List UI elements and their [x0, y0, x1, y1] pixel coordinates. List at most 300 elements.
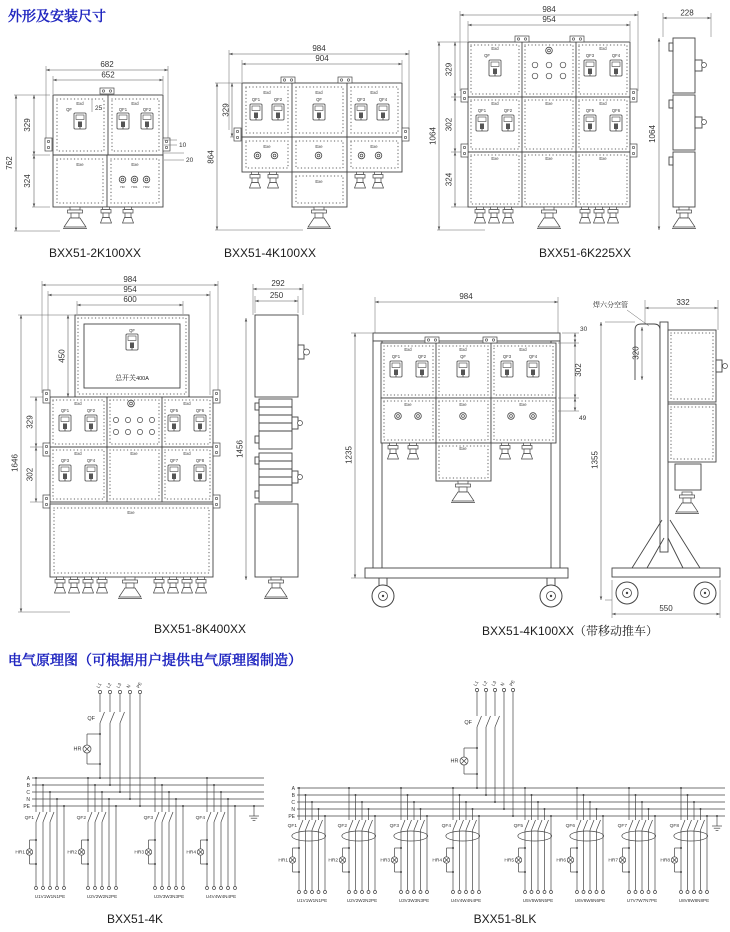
dim-label: 1064 [648, 125, 657, 143]
input-terminal-icon [511, 688, 514, 691]
incoming-breaker-label: QF [464, 720, 472, 726]
branch-breaker-label: QF4 [195, 816, 205, 821]
input-terminal-label: L1 [472, 680, 480, 687]
cable-gland-icon [196, 577, 207, 593]
terminal-group-label: U8V8W8N8PE [678, 898, 710, 903]
input-terminal-icon [493, 688, 496, 691]
cable-gland-icon [154, 577, 165, 593]
breaker-icon [141, 113, 153, 129]
output-terminal-icon [234, 887, 237, 890]
branch-circuit [660, 787, 709, 903]
bus-label: C [26, 789, 30, 796]
compartment-label: Exd [315, 90, 323, 95]
dim-label: 984 [312, 44, 326, 53]
schematic-bxx51-8lk [278, 678, 730, 910]
indicator-lamp-icon [131, 176, 138, 183]
branch-breaker-label: QF6 [565, 824, 575, 829]
breaker-icon [584, 60, 596, 76]
breaker-icon [250, 104, 262, 120]
output-terminal-icon [641, 891, 644, 894]
terminal-group-label: U5V5W5N5PE [522, 898, 554, 903]
output-terminal-icon [693, 891, 696, 894]
breaker-icon [457, 361, 469, 377]
output-terminal-icon [42, 887, 45, 890]
dim-label: 30 [580, 326, 588, 333]
output-terminal-icon [161, 887, 164, 890]
rcd-oval-icon [622, 831, 656, 841]
mount-bracket-icon [100, 88, 114, 94]
output-terminal-icon [49, 887, 52, 890]
drawing-bxx51-6k225xx [425, 5, 730, 251]
breaker-label: QF2 [273, 97, 283, 102]
output-terminal-icon [634, 891, 637, 894]
cable-gland-icon [101, 207, 112, 223]
output-terminal-icon [458, 891, 461, 894]
breaker-icon [377, 104, 389, 120]
output-terminal-icon [589, 891, 592, 894]
breaker-label: QF6 [195, 408, 205, 413]
terminal-group-label: U1V1W1N1PE [34, 894, 66, 899]
branch-lamp-label: HR3 [134, 850, 144, 856]
dim-label: 984 [123, 275, 137, 284]
schematic-bxx51-4k [12, 672, 282, 910]
dim-label: 329 [23, 118, 32, 132]
cable-gland-icon [182, 577, 193, 593]
cable-gland-icon [118, 577, 142, 599]
breaker-label: QF1 [60, 408, 70, 413]
breaker-label: QF2 [417, 354, 427, 359]
wheel-icon [616, 582, 638, 604]
drawing-bxx51-4k100xx-trolley [335, 280, 730, 628]
output-terminal-icon [324, 891, 327, 894]
terminal-group-label: U3V3W3N3PE [153, 894, 185, 899]
branch-circuit [556, 787, 605, 903]
input-terminal-icon [475, 688, 478, 691]
mount-bracket-icon [213, 390, 220, 403]
breaker-icon [610, 115, 622, 131]
indicator-lamp-icon [271, 152, 278, 159]
dim-label: 49 [579, 415, 587, 422]
breaker-label: QF1 [251, 97, 261, 102]
breaker-label: QF [66, 107, 72, 112]
cable-gland-icon [451, 481, 475, 503]
input-terminal-label: L3 [115, 682, 123, 689]
breaker-label: QF2 [503, 108, 513, 113]
compartment-label: Exe [545, 156, 553, 161]
output-terminal-icon [115, 887, 118, 890]
branch-lamp-label: HR5 [504, 858, 514, 864]
breaker-icon [390, 361, 402, 377]
compartment-label: Exe [404, 402, 412, 407]
drawing-caption: BXX51-6K225XX [538, 246, 632, 260]
branch-lamp-label: HR4 [186, 850, 196, 856]
output-terminal-icon [348, 891, 351, 894]
input-terminal-icon [98, 690, 101, 693]
output-terminal-icon [206, 887, 209, 890]
wheel-icon [372, 585, 394, 607]
breaker-icon [610, 60, 622, 76]
branch-lamp-label: HR7 [608, 858, 618, 864]
dim-label: 1355 [590, 451, 600, 469]
mount-bracket-icon [515, 36, 529, 42]
breaker-icon [272, 104, 284, 120]
cable-gland-icon [123, 207, 134, 223]
output-terminal-icon [550, 891, 553, 894]
compartment-label: Exe [76, 162, 84, 167]
breaker-icon [501, 361, 513, 377]
breaker-icon [194, 465, 206, 481]
indicator-lamp-icon [415, 413, 422, 420]
dim-label: 10 [179, 142, 187, 149]
breaker-label: QF3 [356, 97, 366, 102]
output-terminal-icon [154, 887, 157, 890]
branch-breaker-label: QF4 [441, 824, 451, 829]
cable-gland-icon [522, 443, 533, 459]
branch-circuit [328, 787, 377, 903]
mount-bracket-icon [213, 495, 220, 508]
breaker-label: QF1 [391, 354, 401, 359]
breaker-label: QF [460, 354, 466, 359]
dim-label: 228 [680, 8, 694, 18]
lamp-label: HR2 [143, 185, 150, 189]
output-terminal-icon [602, 891, 605, 894]
breaker-icon [59, 465, 71, 481]
input-terminal-icon [138, 690, 141, 693]
output-terminal-icon [304, 891, 307, 894]
output-terminal-icon [94, 887, 97, 890]
dim-label: 302 [25, 467, 35, 482]
breaker-label: QF [316, 97, 322, 102]
dim-label: 762 [5, 156, 14, 170]
breaker-icon [168, 465, 180, 481]
cable-gland-icon [408, 443, 419, 459]
breaker-icon [194, 415, 206, 431]
terminal-group-label: U2V2W2N2PE [346, 898, 378, 903]
branch-lamp-label: HR4 [432, 858, 442, 864]
compartment-label: Exd [183, 401, 191, 406]
breaker-label: QF3 [585, 53, 595, 58]
compartment-label: Exe [127, 510, 135, 515]
breaker-label: QF1 [477, 108, 487, 113]
output-terminal-icon [628, 891, 631, 894]
output-terminal-icon [530, 891, 533, 894]
output-terminal-icon [213, 887, 216, 890]
compartment-label: Exe [459, 446, 467, 451]
indicator-lamp-icon [254, 152, 261, 159]
branch-breaker-label: QF2 [76, 816, 86, 821]
branch-breaker-label: QF3 [143, 816, 153, 821]
cable-gland-icon [537, 207, 561, 229]
branch-circuit [134, 777, 184, 899]
breaker-icon [355, 104, 367, 120]
bus-label: C [291, 799, 295, 806]
incoming-breaker-label: QF [87, 716, 95, 722]
mount-bracket-icon [483, 337, 497, 343]
cable-gland-icon [168, 577, 179, 593]
indicator-lamp-icon [358, 152, 365, 159]
branch-breaker-label: QF1 [24, 816, 34, 821]
output-terminal-icon [354, 891, 357, 894]
breaker-icon [85, 415, 97, 431]
indicator-lamp-icon [460, 413, 467, 420]
branch-breaker-label: QF1 [287, 824, 297, 829]
cable-gland-icon [268, 172, 279, 188]
breaker-icon [59, 415, 71, 431]
compartment-label: Exe [315, 179, 323, 184]
indicator-lamp-icon [315, 152, 322, 159]
output-terminal-icon [478, 891, 481, 894]
output-terminal-icon [699, 891, 702, 894]
breaker-label: QF4 [378, 97, 388, 102]
output-terminal-icon [680, 891, 683, 894]
mount-bracket-icon [402, 128, 409, 141]
breaker-label: QF4 [86, 458, 96, 463]
dim-label: 250 [269, 291, 284, 300]
output-terminal-icon [406, 891, 409, 894]
cable-gland-icon [83, 577, 94, 593]
drawing-caption: BXX51-2K100XX [48, 246, 142, 260]
branch-lamp-label: HR6 [556, 858, 566, 864]
branch-circuit [608, 787, 657, 903]
mount-bracket-icon [630, 144, 637, 157]
output-terminal-icon [374, 891, 377, 894]
compartment-label: Exd [404, 347, 412, 352]
branch-breaker-label: QF5 [513, 824, 523, 829]
dim-label: 329 [25, 415, 35, 429]
breaker-icon [416, 361, 428, 377]
compartment-label: Exd [263, 90, 271, 95]
indicator-lamp-icon [395, 413, 402, 420]
output-terminal-icon [108, 887, 111, 890]
output-terminal-icon [63, 887, 66, 890]
dim-label: 324 [23, 174, 32, 188]
compartment-label: Exe [545, 101, 553, 106]
output-terminal-icon [367, 891, 370, 894]
branch-lamp-label: HR2 [67, 850, 77, 856]
breaker-icon [584, 115, 596, 131]
compartment-label: Exd [459, 347, 467, 352]
dim-label: 332 [676, 298, 690, 307]
branch-circuit [380, 787, 429, 903]
rcd-oval-icon [674, 831, 708, 841]
input-terminal-icon [118, 690, 121, 693]
welded-pipe-note: 焊六分空管 [593, 302, 628, 309]
branch-circuit [432, 787, 481, 903]
output-terminal-icon [35, 887, 38, 890]
mount-bracket-icon [234, 128, 241, 141]
breaker-label: QF3 [502, 354, 512, 359]
wheel-icon [540, 585, 562, 607]
output-terminal-icon [576, 891, 579, 894]
main-switch-label: 总开关400A [115, 375, 149, 382]
dim-label: 25 [95, 105, 103, 112]
branch-circuit [278, 787, 327, 903]
schematic-caption: BXX51-4K [106, 912, 164, 926]
cable-gland-icon [672, 207, 696, 229]
compartment-label: Exe [315, 144, 323, 149]
branch-lamp-label: HR2 [328, 858, 338, 864]
breaker-label: QF2 [86, 408, 96, 413]
bus-label: PE [23, 803, 30, 810]
output-terminal-icon [471, 891, 474, 894]
output-terminal-icon [311, 891, 314, 894]
rcd-oval-icon [342, 831, 376, 841]
output-terminal-icon [56, 887, 59, 890]
compartment-label: Exd [74, 401, 82, 406]
compartment-label: Exe [130, 451, 138, 456]
dim-label: 984 [542, 5, 556, 14]
mount-bracket-icon [43, 390, 50, 403]
dim-label: 682 [100, 60, 114, 69]
dim-label: 550 [659, 604, 673, 613]
compartment-label: Exe [263, 144, 271, 149]
terminal-group-label: U4V4W4N4PE [205, 894, 237, 899]
input-terminal-label: L2 [481, 680, 489, 687]
rcd-oval-icon [446, 831, 480, 841]
breaker-icon [85, 465, 97, 481]
compartment-label: Exd [74, 451, 82, 456]
branch-breaker-label: QF8 [669, 824, 679, 829]
output-terminal-icon [452, 891, 455, 894]
mount-bracket-icon [43, 495, 50, 508]
output-terminal-icon [220, 887, 223, 890]
terminal-group-label: U3V3W3N3PE [398, 898, 430, 903]
branch-lamp-label: HR1 [278, 858, 288, 864]
cable-gland-icon [69, 577, 80, 593]
breaker-label: QF1 [118, 107, 128, 112]
input-terminal-icon [502, 688, 505, 691]
indicator-lamp-icon [508, 413, 515, 420]
indicator-lamp-icon [128, 400, 135, 407]
breaker-icon [476, 115, 488, 131]
compartment-label: Exd [131, 101, 139, 106]
dim-label: 292 [271, 279, 285, 288]
dim-label: 652 [101, 70, 115, 80]
wheel-icon [694, 582, 716, 604]
indicator-lamp-icon [375, 152, 382, 159]
cable-gland-icon [307, 207, 331, 229]
breaker-icon [502, 115, 514, 131]
breaker-label: QF6 [611, 108, 621, 113]
output-terminal-icon [317, 891, 320, 894]
output-terminal-icon [647, 891, 650, 894]
cable-gland-icon [500, 443, 511, 459]
output-terminal-icon [298, 891, 301, 894]
cable-gland-icon [475, 207, 486, 223]
lamp-label: HR1 [131, 185, 138, 189]
output-terminal-icon [175, 887, 178, 890]
breaker-label: QF2 [142, 107, 152, 112]
output-terminal-icon [101, 887, 104, 890]
indicator-lamp-icon [143, 176, 150, 183]
output-terminal-icon [419, 891, 422, 894]
incoming-lamp-label: HR [73, 746, 82, 753]
dim-label: 302 [444, 117, 454, 132]
cable-gland-icon [489, 207, 500, 223]
input-terminal-label: L2 [105, 682, 113, 689]
output-terminal-icon [706, 891, 709, 894]
cable-gland-icon [608, 207, 619, 223]
dim-label: 329 [221, 103, 231, 117]
input-terminal-label: N [125, 683, 132, 689]
bus-label: N [291, 806, 295, 813]
input-terminal-label: L1 [95, 682, 103, 689]
cable-gland-icon [250, 172, 261, 188]
input-terminal-icon [484, 688, 487, 691]
output-terminal-icon [524, 891, 527, 894]
breaker-icon [168, 415, 180, 431]
mount-bracket-icon [43, 443, 50, 456]
breaker-label: QF5 [169, 408, 179, 413]
input-terminal-label: L3 [490, 680, 498, 687]
rcd-oval-icon [394, 831, 428, 841]
terminal-group-label: U6V6W6N6PE [574, 898, 606, 903]
input-terminal-label: PE [135, 681, 143, 689]
terminal-group-label: U4V4W4N4PE [450, 898, 482, 903]
output-terminal-icon [465, 891, 468, 894]
dim-label: 329 [444, 62, 454, 77]
bus-label: B [26, 782, 30, 789]
branch-lamp-label: HR8 [660, 858, 670, 864]
breaker-label: QF4 [528, 354, 538, 359]
section-title-schematic: 电气原理图（可根据用户提供电气原理图制造） [8, 652, 302, 668]
breaker-icon [527, 361, 539, 377]
bus-label: PE [288, 813, 295, 820]
breaker-label: QF [484, 53, 490, 58]
compartment-label: Exd [183, 451, 191, 456]
branch-breaker-label: QF3 [389, 824, 399, 829]
dim-label: 20 [186, 157, 194, 164]
breaker-icon [489, 60, 501, 76]
branch-circuit [15, 777, 65, 899]
dim-label: 1646 [10, 454, 20, 472]
breaker-label: QF3 [60, 458, 70, 463]
dim-label: 302 [574, 363, 583, 377]
bus-label: A [26, 775, 30, 782]
compartment-label: Exe [459, 402, 467, 407]
input-terminal-label: PE [508, 679, 516, 687]
drawing-bxx51-2k100xx [0, 50, 210, 246]
dim-label: 954 [542, 15, 556, 24]
output-terminal-icon [227, 887, 230, 890]
output-terminal-icon [400, 891, 403, 894]
terminal-group-label: U2V2W2N2PE [86, 894, 118, 899]
breaker-label: QF [129, 328, 135, 333]
cable-gland-icon [373, 172, 384, 188]
compartment-label: Exe [599, 156, 607, 161]
branch-breaker-label: QF2 [337, 824, 347, 829]
rcd-oval-icon [570, 831, 604, 841]
branch-circuit [67, 777, 117, 899]
compartment-label: Exd [76, 101, 84, 106]
dim-label: 1456 [235, 440, 245, 458]
drawing-caption: BXX51-4K100XX（带移动推车） [481, 624, 659, 638]
drawing-bxx51-4k100xx [205, 40, 417, 252]
breaker-label: QF8 [195, 458, 205, 463]
schematic-caption: BXX51-8LK [473, 912, 537, 926]
compartment-label: Exd [370, 90, 378, 95]
mount-bracket-icon [338, 77, 352, 83]
mount-bracket-icon [45, 138, 52, 151]
mount-bracket-icon [213, 443, 220, 456]
compartment-label: Exd [491, 101, 499, 106]
bus-label: B [291, 792, 295, 799]
output-terminal-icon [361, 891, 364, 894]
compartment-label: Exe [491, 156, 499, 161]
output-terminal-icon [426, 891, 429, 894]
indicator-lamp-icon [119, 176, 126, 183]
output-terminal-icon [537, 891, 540, 894]
